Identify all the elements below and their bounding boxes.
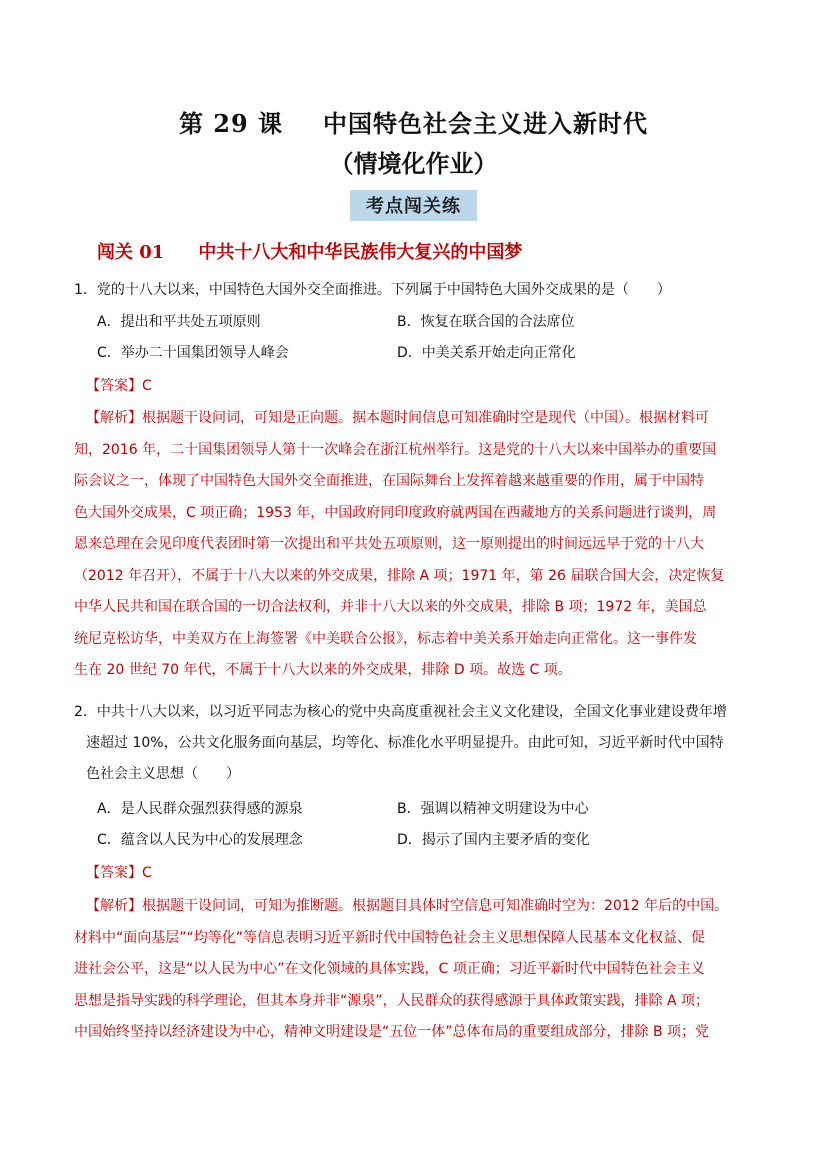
- question-1-option-b: B．恢复在联合国的合法席位: [397, 314, 575, 330]
- question-2-stem: [74, 697, 764, 790]
- analysis-line: 知，2016 年，二十国集团领导人第十一次峰会在浙江杭州举行。这是党的十八大以来中国举办的重要国: [74, 441, 717, 458]
- question-1-answer: 【答案】C: [86, 378, 152, 394]
- analysis-line: 生在 20 世纪 70 年代，不属于十八大以来的外交成果，排除 D 项。故选 C 项。: [74, 662, 572, 678]
- question-1-option-c: C．举办二十国集团领导人峰会: [97, 345, 289, 361]
- analysis-line: 思想是指导实践的科学理论，但其本身并非“源泉”，人民群众的获得感源于具体政策实践，排除 A 项；: [74, 992, 709, 1009]
- section-label: 闯关 01: [97, 242, 165, 263]
- analysis-line: 【解析】根据题干设问词，可知是正向题。据本题时间信息可知准确时空是现代（中国）。根据材料可: [86, 410, 709, 426]
- analysis-line: 中华人民共和国在联合国的一切合法权利，并非十八大以来的外交成果，排除 B 项；1972 年，美国总: [74, 599, 707, 615]
- lesson-title: 中国特色社会主义进入新时代: [323, 109, 649, 138]
- question-1-stem-line: 1．党的十八大以来，中国特色大国外交全面推进。下列属于中国特色大国外交成果的是（ ）: [74, 282, 671, 298]
- page-subtitle: （情境化作业）: [329, 149, 498, 178]
- question-1-options: [97, 307, 747, 369]
- question-1-analysis: [74, 403, 766, 687]
- section-heading: [97, 240, 522, 266]
- analysis-line: 统尼克松访华，中美双方在上海签署《中美联合公报》，标志着中美关系开始走向正常化。这一事件发: [74, 630, 697, 647]
- question-2-option-b: B．强调以精神文明建设为中心: [397, 801, 589, 817]
- analysis-line: 【解析】根据题干设问词，可知为推断题。根据题目具体时空信息可知准确时空为：2012 年后的中国。: [86, 898, 729, 914]
- question-1-option-a: A．提出和平共处五项原则: [97, 314, 261, 330]
- section-badge: 考点闯关练: [350, 190, 477, 221]
- question-2-option-c: C．蕴含以人民为中心的发展理念: [97, 832, 303, 848]
- badge-wrap: [0, 190, 827, 221]
- question-2-stem-line: 色社会主义思想（ ）: [86, 766, 240, 782]
- analysis-line: 恩来总理在会见印度代表团时第一次提出和平共处五项原则，这一原则提出的时间远远早于党的十八大: [74, 536, 704, 552]
- analysis-line: （2012 年召开），不属于十八大以来的外交成果，排除 A 项；1971 年，第 26 届联合国大会，决定恢复: [74, 567, 725, 584]
- question-2-answer: 【答案】C: [86, 865, 152, 881]
- section-title: 中共十八大和中华民族伟大复兴的中国梦: [198, 242, 523, 263]
- lesson-number: 第 29 课: [178, 109, 284, 138]
- page-title: [0, 106, 827, 142]
- question-1-option-d: D．中美关系开始走向正常化: [397, 345, 576, 361]
- analysis-line: 进社会公平，这是“以人民为中心”在文化领域的具体实践，C 项正确；习近平新时代中国特色社会主义: [74, 961, 705, 977]
- question-1-stem: [74, 275, 764, 306]
- question-2-analysis: [74, 891, 766, 1049]
- analysis-line: 色大国外交成果，C 项正确；1953 年，中国政府同印度政府就两国在西藏地方的关系问题进行谈判，周: [74, 504, 717, 521]
- question-2-option-d: D．揭示了国内主要矛盾的变化: [397, 832, 590, 848]
- question-2-options: [97, 794, 747, 856]
- question-2-stem-line: 2．中共十八大以来，以习近平同志为核心的党中央高度重视社会主义文化建设，全国文化事业建设费年增: [74, 704, 727, 720]
- question-2-stem-line: 速超过 10%，公共文化服务面向基层，均等化、标准化水平明显提升。由此可知，习近平新时代中国特: [86, 735, 724, 751]
- analysis-line: 中国始终坚持以经济建设为中心，精神文明建设是“五位一体”总体布局的重要组成部分，排除 B 项；党: [74, 1024, 710, 1040]
- analysis-line: 际会议之一，体现了中国特色大国外交全面推进，在国际舞台上发挥着越来越重要的作用，属于中国特: [74, 473, 704, 489]
- question-2-option-a: A．是人民群众强烈获得感的源泉: [97, 801, 303, 817]
- analysis-line: 材料中“面向基层”“均等化”等信息表明习近平新时代中国特色社会主义思想保障人民基本文化权益、促: [74, 929, 706, 946]
